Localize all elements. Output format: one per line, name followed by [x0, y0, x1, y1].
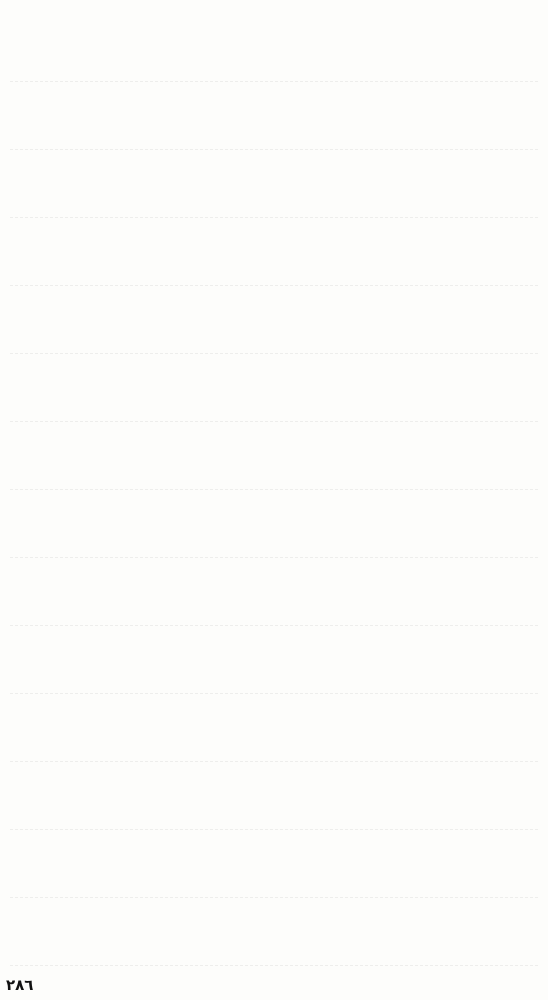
- manuscript-line-14: [10, 898, 538, 966]
- manuscript-line-6: [10, 354, 538, 422]
- manuscript-line-8: [10, 490, 538, 558]
- manuscript-line-5: [10, 286, 538, 354]
- manuscript-line-9: [10, 558, 538, 626]
- manuscript-line-10: [10, 626, 538, 694]
- manuscript-line-11: [10, 694, 538, 762]
- manuscript-line-2: [10, 82, 538, 150]
- manuscript-line-13: [10, 830, 538, 898]
- page-number: ٢٨٦: [6, 976, 34, 994]
- manuscript-line-12: [10, 762, 538, 830]
- manuscript-line-4: [10, 218, 538, 286]
- manuscript-line-1: [10, 14, 538, 82]
- manuscript-line-3: [10, 150, 538, 218]
- manuscript-line-7: [10, 422, 538, 490]
